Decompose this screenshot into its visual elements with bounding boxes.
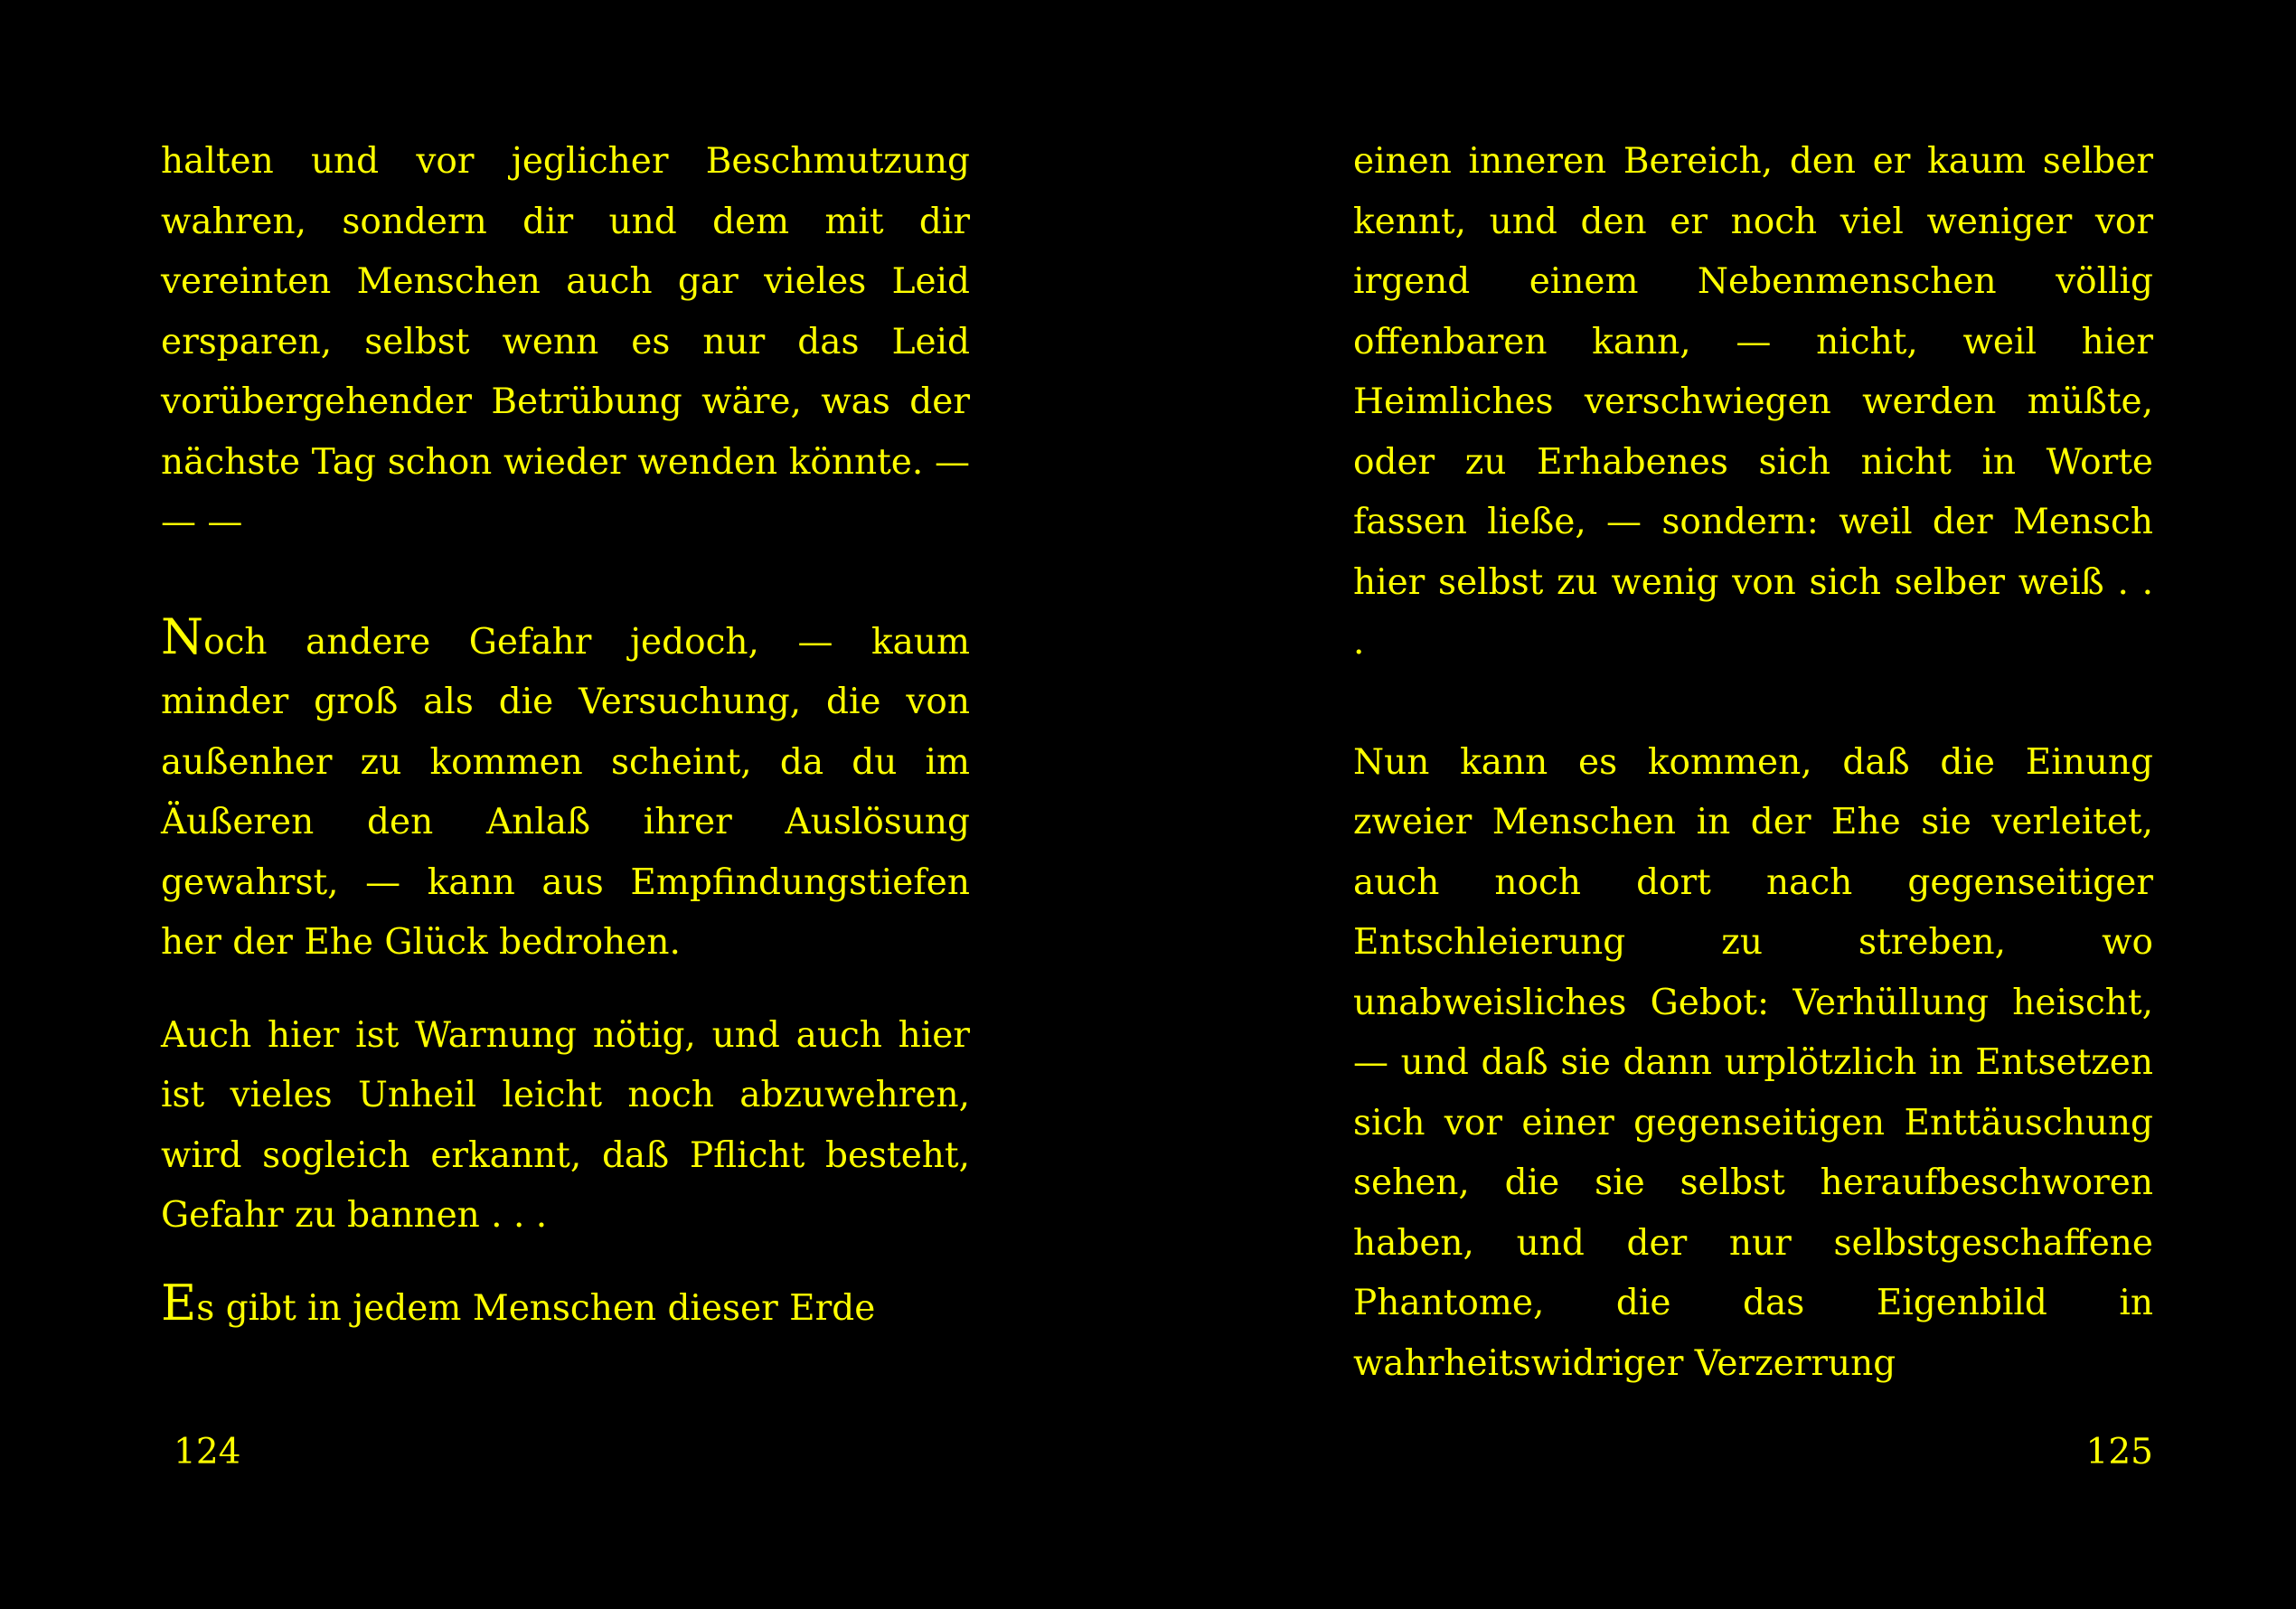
right-paragraph-2: [1353, 733, 2153, 1395]
page-number: 124: [174, 1432, 241, 1473]
right-paragraph-1: [1353, 132, 2153, 673]
left-paragraph-4: [161, 1274, 970, 1340]
left-paragraph-2: [161, 607, 970, 974]
left-paragraph-3: [161, 1006, 970, 1247]
paragraph-text: s gibt in jedem Menschen dieser Erde: [196, 1287, 876, 1329]
paragraph-text: och andere Gefahr jedoch, — kaum minder groß als die Versuchung, die von außenher zu kommen scheint, da du im Äußeren den Anlaß ihrer Auslösung gewahrst, — kann aus Empfindungstiefen her der Ehe Glück bedrohen.: [161, 621, 970, 963]
left-page-body: [161, 132, 970, 1339]
initial-letter: N: [161, 607, 204, 665]
right-page: [1353, 0, 2153, 1609]
paragraph-text: Nun kann es kommen, daß die Einung zweier Menschen in der Ehe sie verleitet, auch noch dort nach gegenseitiger Entschleierung zu streben, wo unabweisliches Gebot: Verhüllung heischt, — und daß sie dann urplötzlich in Entsetzen sich vor einer gegenseitigen Enttäuschung sehen, die sie selbst heraufbeschworen haben, und der nur selbstgeschaffene Phantome, die das Eigenbild in wahrheitswidriger Verzerrung: [1353, 741, 2153, 1384]
left-paragraph-1: [161, 132, 970, 553]
paragraph-text: halten und vor jeglicher Beschmutzung wahren, sondern dir und dem mit dir vereinten Menschen auch gar vieles Leid ersparen, selbst wenn es nur das Leid vorübergehender Betrübung wäre, was der nächste Tag schon wieder wenden könnte. — — —: [161, 141, 970, 542]
paragraph-text: Auch hier ist Warnung nötig, und auch hier ist vieles Unheil leicht noch abzuwehren, wird sogleich erkannt, daß Pflicht besteht, Gefahr zu bannen . . .: [161, 1014, 970, 1236]
right-page-body: [1353, 132, 2153, 1394]
page-number: 125: [2085, 1432, 2153, 1473]
initial-letter: E: [161, 1274, 197, 1331]
left-page: [161, 0, 970, 1609]
paragraph-text: einen inneren Bereich, den er kaum selber kennt, und den er noch viel weniger vor irgend einem Nebenmenschen völlig offenbaren kann, — nicht, weil hier Heimliches verschwiegen werden müßte, oder zu Erhabenes sich nicht in Worte fassen ließe, — sondern: weil der Mensch hier selbst zu wenig von sich selber weiß . . .: [1353, 141, 2153, 663]
